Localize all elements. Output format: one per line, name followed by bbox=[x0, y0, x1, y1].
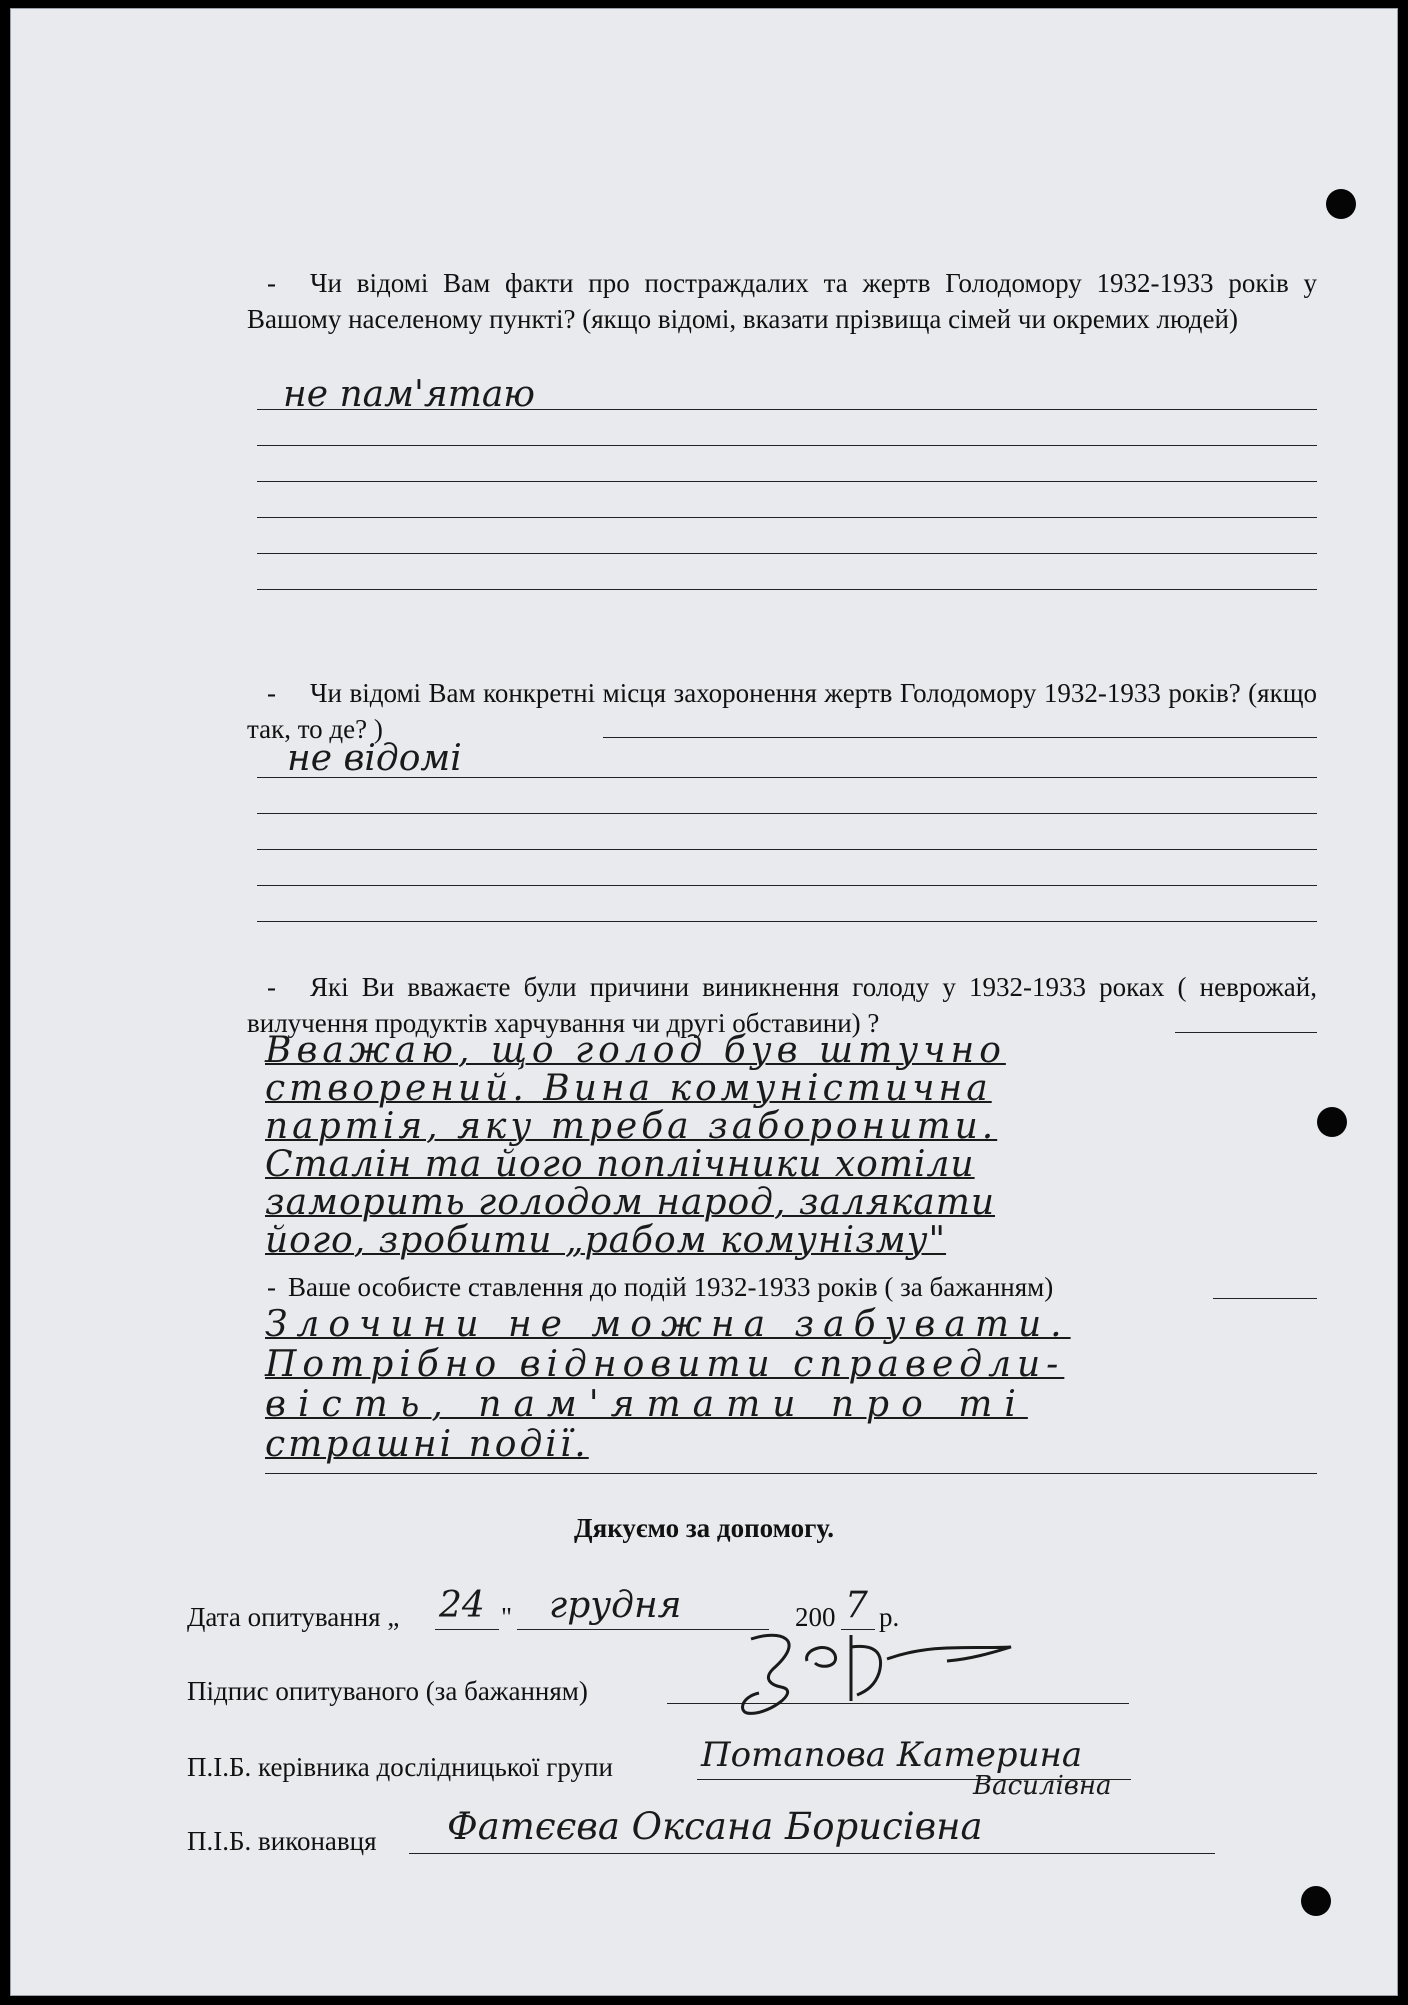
answer-1-rule-5 bbox=[257, 553, 1317, 554]
answer-2-rule-1 bbox=[257, 777, 1317, 778]
answer-3-line-5: заморить голодом народ, залякати bbox=[265, 1182, 996, 1223]
answer-1-rule-4 bbox=[257, 517, 1317, 518]
question-3-dash: - bbox=[267, 972, 276, 1002]
question-1 bbox=[247, 265, 1317, 337]
survey-date-label bbox=[187, 1599, 399, 1635]
question-4 bbox=[247, 1269, 1317, 1305]
answer-3-line-4: Сталін та його поплічники хотіли bbox=[265, 1144, 975, 1185]
question-3-text: Які Ви вважаєте були причини виникнення голоду у 1932-1933 роках ( неврожай, вилучення продуктів харчування чи другі обставини) ? bbox=[247, 972, 1317, 1038]
date-label: Дата опитування bbox=[187, 1602, 381, 1632]
date-year-prefix: 200 bbox=[795, 1602, 836, 1632]
answer-2-rule-5 bbox=[257, 921, 1317, 922]
answer-2-rule-0 bbox=[603, 737, 1317, 738]
answer-4-rule-0 bbox=[1213, 1298, 1317, 1299]
answer-2-rule-4 bbox=[257, 885, 1317, 886]
answer-3-rule-0 bbox=[1175, 1032, 1317, 1033]
answer-4-rule-5 bbox=[265, 1473, 1317, 1474]
answer-3-line-3: партія, яку треба заборонити. bbox=[265, 1106, 998, 1147]
date-close-quote: " bbox=[501, 1602, 513, 1632]
question-2-text: Чи відомі Вам конкретні місця захоронення жертв Голодомору 1932-1933 років? (якщо так, то де? ) bbox=[247, 678, 1317, 744]
leader-name: Потапова Катерина bbox=[701, 1735, 1083, 1775]
date-suffix: р. bbox=[879, 1602, 900, 1632]
punch-hole-bottom bbox=[1301, 1886, 1331, 1916]
question-2-dash: - bbox=[267, 678, 276, 708]
executor-name: Фатєєва Оксана Борисівна bbox=[447, 1805, 983, 1848]
answer-3-line-1: Вважаю, що голод був штучно bbox=[265, 1030, 1006, 1071]
answer-1-rule-2 bbox=[257, 445, 1317, 446]
questionnaire-page bbox=[10, 8, 1398, 1996]
date-open-quote: „ bbox=[387, 1602, 400, 1632]
answer-3-line-2: створений. Вина комуністична bbox=[265, 1068, 992, 1109]
date-day: 24 bbox=[439, 1585, 485, 1626]
answer-4-line-4: страшні події. bbox=[265, 1424, 589, 1465]
answer-2-rule-3 bbox=[257, 849, 1317, 850]
date-day-rule bbox=[435, 1629, 499, 1630]
thanks-text: Дякуємо за допомогу. bbox=[574, 1513, 834, 1543]
answer-1-rule-1 bbox=[257, 409, 1317, 410]
signature-label: Підпис опитуваного (за бажанням) bbox=[187, 1676, 588, 1706]
date-year-digit: 7 bbox=[845, 1585, 868, 1626]
leader-patronymic: Василівна bbox=[973, 1771, 1112, 1801]
leader-label: П.І.Б. керівника дослідницької групи bbox=[187, 1752, 613, 1782]
answer-4-line-1: Злочини не можна забувати. bbox=[265, 1304, 1071, 1345]
question-1-text: Чи відомі Вам факти про постраждалих та жертв Голодомору 1932-1933 років у Вашому населеному пункті? (якщо відомі, вказати прізвища сімей чи окремих людей) bbox=[247, 268, 1317, 334]
executor-rule bbox=[409, 1853, 1215, 1854]
answer-4-line-3: вість, пам'ятати про ті bbox=[265, 1384, 1028, 1425]
question-4-dash: - bbox=[267, 1272, 276, 1302]
answer-4-line-2: Потрібно відновити справедли- bbox=[265, 1344, 1065, 1385]
answer-1-line-1: не пам'ятаю bbox=[283, 374, 535, 415]
question-1-dash: - bbox=[267, 268, 276, 298]
answer-2-rule-2 bbox=[257, 813, 1317, 814]
answer-3-line-6: його, зробити „рабом комунізму" bbox=[265, 1220, 947, 1261]
answer-1-rule-6 bbox=[257, 589, 1317, 590]
date-month: грудня bbox=[549, 1585, 682, 1626]
punch-hole-middle bbox=[1317, 1107, 1347, 1137]
executor-label: П.І.Б. виконавця bbox=[187, 1826, 377, 1856]
answer-2-line-1: не відомі bbox=[287, 738, 462, 779]
punch-hole-top bbox=[1326, 189, 1356, 219]
signature-mark bbox=[711, 1625, 1031, 1735]
question-4-text: Ваше особисте ставлення до подій 1932-1933 років ( за бажанням) bbox=[288, 1272, 1054, 1302]
answer-1-rule-3 bbox=[257, 481, 1317, 482]
